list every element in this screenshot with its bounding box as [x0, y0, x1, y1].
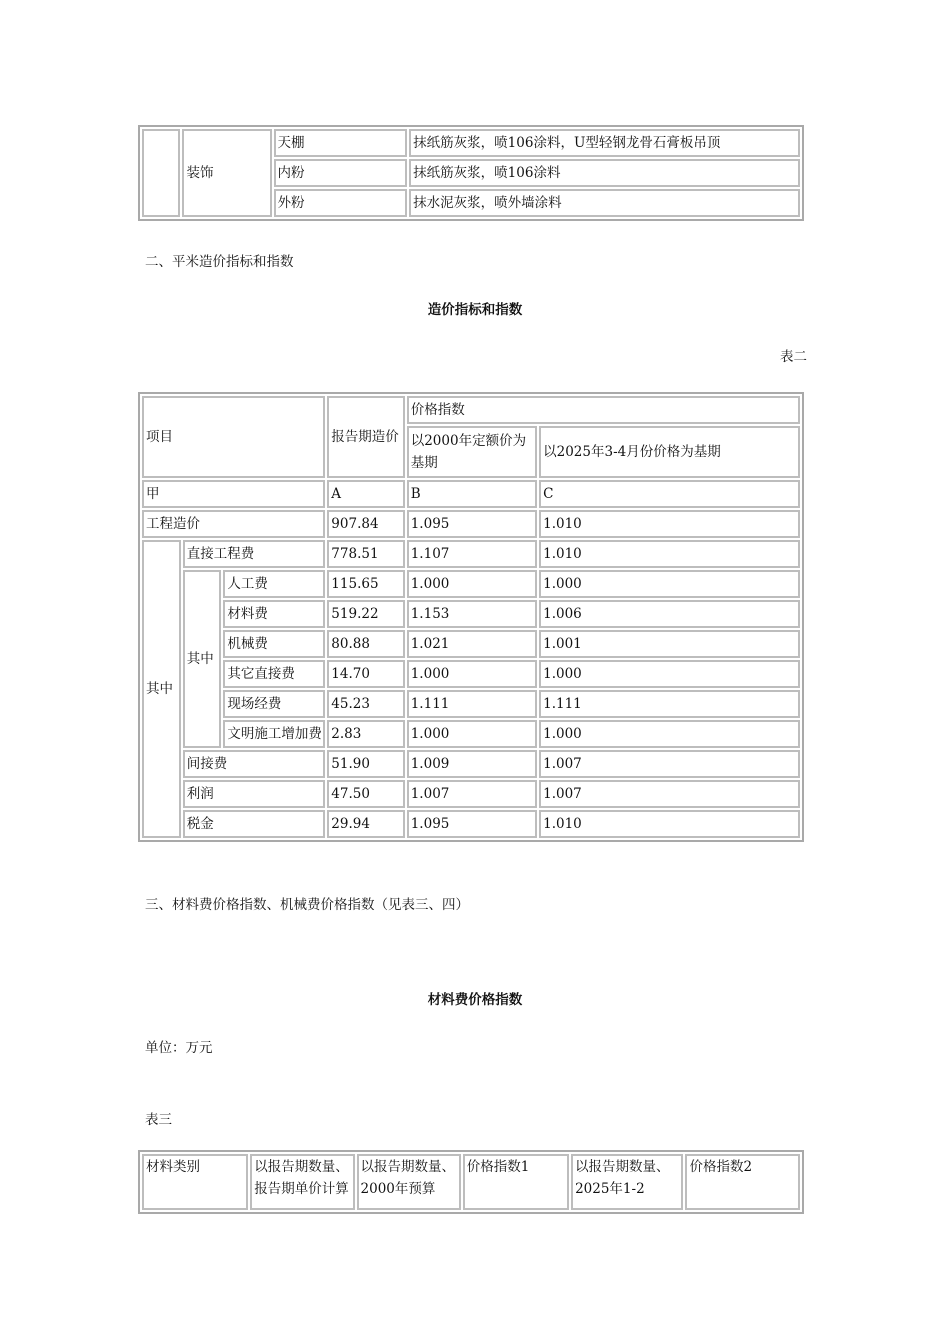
- table-cell: 抹纸筋灰浆，喷106涂料: [409, 159, 800, 187]
- table-cell: 人工费: [223, 570, 325, 598]
- header-cost: 报告期造价: [327, 396, 404, 478]
- header-base-2025: 以2025年3-4月份价格为基期: [539, 426, 800, 478]
- table-cell: 45.23: [327, 690, 404, 718]
- header-cell: 以报告期数量、报告期单价计算: [250, 1154, 354, 1210]
- table-cell: 外粉: [274, 189, 408, 217]
- table-cell: 税金: [183, 810, 326, 838]
- table-cell: 1.007: [539, 750, 800, 778]
- table-row: [142, 600, 800, 628]
- table-cell: 1.111: [407, 690, 537, 718]
- table-cell: 778.51: [327, 540, 404, 568]
- table-cell: 1.000: [539, 720, 800, 748]
- table-cell: 80.88: [327, 630, 404, 658]
- unit-label: 单位：万元: [145, 1040, 213, 1056]
- header-cell: 价格指数1: [463, 1154, 569, 1210]
- table-cell: B: [407, 480, 537, 508]
- table-row: [142, 720, 800, 748]
- table-row: [142, 129, 800, 157]
- table-cell: 1.000: [407, 720, 537, 748]
- table-row: [142, 570, 800, 598]
- table-cell: 1.000: [539, 570, 800, 598]
- table-cell: 2.83: [327, 720, 404, 748]
- table-cell: 1.006: [539, 600, 800, 628]
- table-cell: 1.000: [407, 660, 537, 688]
- table-cell: 机械费: [223, 630, 325, 658]
- header-cell: 材料类别: [142, 1154, 248, 1210]
- table-cell: 甲: [142, 480, 325, 508]
- outer-group-cell: 其中: [142, 540, 181, 838]
- table-cell: 29.94: [327, 810, 404, 838]
- table-cell: 抹纸筋灰浆，喷106涂料，U型轻钢龙骨石膏板吊顶: [409, 129, 800, 157]
- table-cell: 1.095: [407, 810, 537, 838]
- table-row: [142, 630, 800, 658]
- table-cell: 1.009: [407, 750, 537, 778]
- table-cell: 文明施工增加费: [223, 720, 325, 748]
- cost-index-table: [138, 392, 804, 842]
- table-cell: 47.50: [327, 780, 404, 808]
- table-cell: 现场经费: [223, 690, 325, 718]
- table-cell: 115.65: [327, 570, 404, 598]
- table-header-row: [142, 1154, 800, 1210]
- table-row: [142, 480, 800, 508]
- table-cell: C: [539, 480, 800, 508]
- header-cell: 以报告期数量、2025年1-2: [571, 1154, 683, 1210]
- header-item: 项目: [142, 396, 325, 478]
- table3-label: 表三: [145, 1112, 172, 1128]
- material-index-table: [138, 1150, 804, 1214]
- table2-label: 表二: [780, 349, 807, 365]
- table-cell: 1.007: [407, 780, 537, 808]
- inner-group-cell: 其中: [183, 570, 222, 748]
- table-header-row: [142, 396, 800, 424]
- header-index-group: 价格指数: [407, 396, 800, 424]
- table-cell-empty: [142, 129, 180, 217]
- table-cell: 天棚: [274, 129, 408, 157]
- decoration-table: [138, 125, 804, 221]
- table-cell: 519.22: [327, 600, 404, 628]
- table-cell: 1.021: [407, 630, 537, 658]
- table-cell: 工程造价: [142, 510, 325, 538]
- table-cell: 14.70: [327, 660, 404, 688]
- table-row: [142, 510, 800, 538]
- table-cell: 1.001: [539, 630, 800, 658]
- table-cell: 907.84: [327, 510, 404, 538]
- table-cell: 1.000: [407, 570, 537, 598]
- table-cell: 1.095: [407, 510, 537, 538]
- table3-title: 材料费价格指数: [427, 992, 523, 1008]
- table-cell: 51.90: [327, 750, 404, 778]
- table-row: [142, 780, 800, 808]
- table-cell: 抹水泥灰浆，喷外墙涂料: [409, 189, 800, 217]
- table-cell: 利润: [183, 780, 326, 808]
- table-cell: 1.010: [539, 540, 800, 568]
- decoration-group-cell: 装饰: [182, 129, 271, 217]
- table-cell: 1.007: [539, 780, 800, 808]
- table-cell: 内粉: [274, 159, 408, 187]
- table-cell: 1.107: [407, 540, 537, 568]
- table-cell: 1.000: [539, 660, 800, 688]
- header-cell: 以报告期数量、2000年预算: [357, 1154, 461, 1210]
- table-row: [142, 690, 800, 718]
- table2-title: 造价指标和指数: [427, 302, 523, 318]
- table-cell: A: [327, 480, 404, 508]
- table-row: [142, 540, 800, 568]
- table-cell: 1.010: [539, 510, 800, 538]
- table-cell: 1.111: [539, 690, 800, 718]
- table-cell: 材料费: [223, 600, 325, 628]
- table-row: [142, 750, 800, 778]
- table-row: [142, 660, 800, 688]
- table-cell: 间接费: [183, 750, 326, 778]
- table-cell: 其它直接费: [223, 660, 325, 688]
- table-cell: 1.010: [539, 810, 800, 838]
- section-heading-3: 三、材料费价格指数、机械费价格指数（见表三、四）: [145, 897, 469, 913]
- header-cell: 价格指数2: [685, 1154, 800, 1210]
- table-cell: 1.153: [407, 600, 537, 628]
- section-heading-2: 二、平米造价指标和指数: [145, 254, 294, 270]
- header-base-2000: 以2000年定额价为基期: [407, 426, 537, 478]
- table-cell: 直接工程费: [183, 540, 326, 568]
- table-row: [142, 810, 800, 838]
